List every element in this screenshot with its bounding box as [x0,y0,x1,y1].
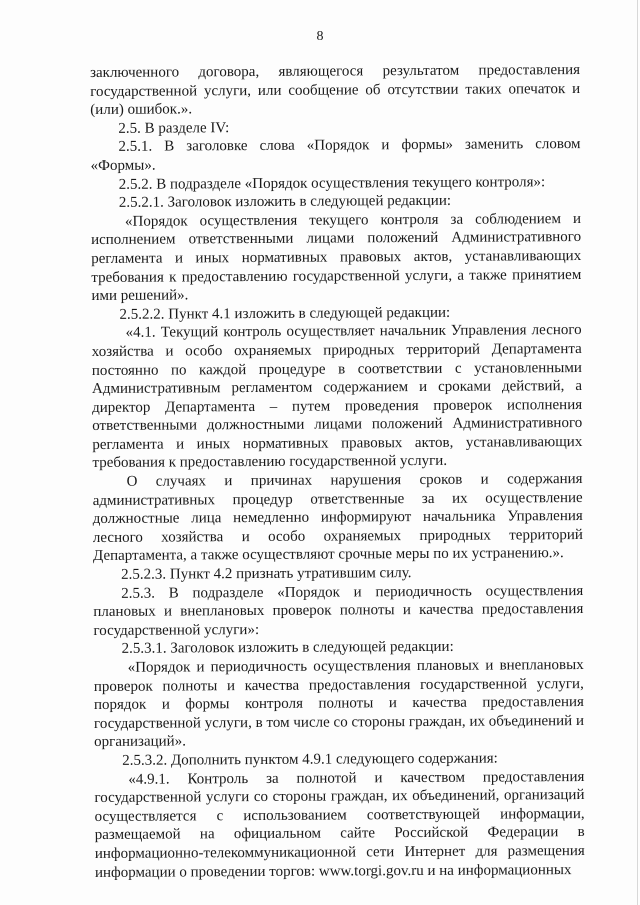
paragraph: «4.9.1. Контроль за полнотой и качеством предоставления государственной услуги со стороны граждан, их объединений, организаций осуществляется с использованием соответствующей информации, размещаемой на официальном сайте Российской Федерации в информационно-телекоммуникационной сети Интернет для размещения информации о проведении торгов: www.torgi.gov.ru и на информационных [94,768,585,881]
paragraph: 2.5.3. В подразделе «Порядок и периодичность осуществления плановых и внеплановых проверок полноты и качества предоставления государственной услуги»: [93,582,584,639]
paragraph: 2.5.2.3. Пункт 4.2 признать утратившим силу. [121,565,412,583]
paragraph: 2.5.3.2. Дополнить пунктом 4.9.1 следующего содержания: [122,750,498,769]
paragraph: «4.1. Текущий контроль осуществляет начальник Управления лесного хозяйства и особо охраняемых природных территорий Департамента постоянно по каждой процедуре в соответствии с установленными Административным регламентом содержанием и сроками действий, а директор Департамента – путем проведения проверок исполнения ответственными должностными лицами положений Административного регламента и иных нормативных правовых актов, устанавливающих требования к предоставлению государственной услуги. [91,322,583,472]
paragraph: заключенного договора, являющегося результатом предоставления государственной услуги, или сообщение об отсутствии таких опечаток и (или) ошибок.». [90,62,581,119]
page-number: 8 [316,29,324,44]
paragraph: 2.5.1. В заголовке слова «Порядок и формы» заменить словом «Формы». [90,136,581,174]
page-edge-line [637,0,638,905]
paragraph: 2.5.2.1. Заголовок изложить в следующей редакции: [118,192,452,211]
paragraph: 2.5. В разделе IV: [118,119,230,137]
document-body [90,61,585,882]
paragraph: «Порядок осуществления текущего контроля за соблюдением и исполнением ответственными лицами положений Административного регламента и иных нормативных правовых актов, устанавливающих требования к предоставлению государственной услуги, а также принятием ими решений». [91,210,582,305]
paragraph: 2.5.2. В подразделе «Порядок осуществления текущего контроля»: [118,173,546,193]
paragraph: О случаях и причинах нарушения сроков и содержания административных процедур ответственные за их осуществление должностные лица немедленно информируют начальника Управления лесного хозяйства и особо охраняемых природных территорий Департамента, а также осуществляют срочные меры по их устранению.». [92,471,583,565]
paragraph: 2.5.2.2. Пункт 4.1 изложить в следующей редакции: [119,304,451,323]
paragraph: 2.5.3.1. Заголовок изложить в следующей редакции: [121,639,454,658]
paragraph: «Порядок и периодичность осуществления плановых и внеплановых проверок полноты и качества предоставления государственной услуги, порядок и формы контроля полноты и качества предоставления государственной услуги, в том числе со стороны граждан, их объединений и организаций». [93,656,585,751]
